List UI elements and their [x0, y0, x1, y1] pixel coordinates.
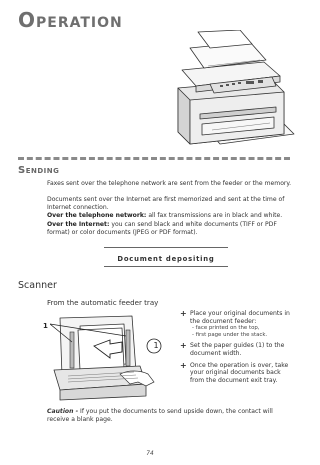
- step-bullet: +: [180, 309, 187, 318]
- circled-number: 1: [153, 341, 159, 350]
- caution-text: If you put the documents to send upside down, the contact will receive a blank page.: [47, 408, 273, 423]
- caution-label: Caution -: [47, 408, 79, 415]
- step-subitem: - face printed on the top,: [192, 325, 260, 332]
- definition-item: [47, 221, 295, 236]
- definition-item: [47, 212, 295, 220]
- feeder-illustration: [50, 312, 176, 402]
- chapter-title: Operation: [18, 8, 123, 32]
- subsection-rule-top: [104, 247, 228, 248]
- section-title: Sending: [18, 165, 60, 176]
- definition-term: Over the telephone network:: [47, 212, 147, 219]
- steps-list: [178, 310, 293, 388]
- step-bullet: +: [180, 341, 187, 351]
- feeder-intro: From the automatic feeder tray: [47, 298, 159, 307]
- subsection-title: Document depositing: [117, 255, 215, 263]
- page-number: 74: [146, 451, 154, 457]
- definition-text: you can send black and white documents (TIFF or PDF format) or color documents (JPEG or PDF format).: [47, 221, 277, 236]
- subsection-rule-bottom: [104, 266, 228, 267]
- definition-text: all fax transmissions are in black and white.: [148, 212, 283, 219]
- step-item: [178, 310, 293, 338]
- printer-illustration: [160, 30, 296, 154]
- step-bullet: +: [180, 360, 187, 370]
- step-subitem: - first page under the stack.: [192, 331, 268, 338]
- callout-label: 1: [43, 322, 48, 330]
- step-text: Set the paper guides (1) to the document width.: [190, 342, 285, 357]
- paragraph: Documents sent over the Internet are first memorized and sent at the time of Internet connection.: [47, 196, 285, 211]
- step-text: Place your original documents in the document feeder:: [190, 310, 290, 325]
- scanner-heading: Scanner: [18, 280, 57, 291]
- definition-term: Over the Internet:: [47, 221, 110, 228]
- paragraph: Faxes sent over the telephone network are sent from the feeder or the memory.: [47, 180, 292, 187]
- step-item: [178, 362, 293, 385]
- step-text: Once the operation is over, take your original documents back from the document exit tray.: [190, 361, 289, 384]
- caution-note: [47, 408, 292, 423]
- section-divider: [18, 157, 290, 160]
- step-item: [178, 342, 293, 357]
